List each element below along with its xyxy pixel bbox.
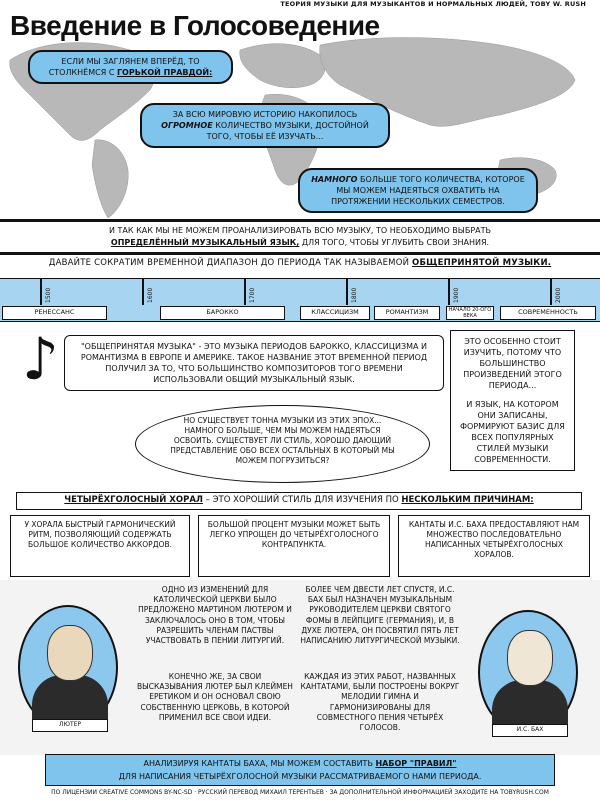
bubble-bold: ГОРЬКОЙ ПРАВДОЙ: (116, 68, 213, 77)
era-renaissance: РЕНЕССАНС (2, 306, 107, 320)
intro-line: И ТАК КАК МЫ НЕ МОЖЕМ ПРОАНАЛИЗИРОВАТЬ ВСЮ МУЗЫКУ, ТО НЕОБХОДИМО ВЫБРАТЬ (108, 226, 492, 235)
timeline-tick (448, 279, 450, 305)
bach-label: И.С. БАХ (492, 724, 568, 737)
timeline-year: 1500 (45, 287, 52, 303)
luther-history-text: ОДНО ИЗ ИЗМЕНЕНИЙ ДЛЯ КАТОЛИЧЕСКОЙ ЦЕРКВИ БЫЛО ПРЕДЛОЖЕНО МАРТИНОМ ЛЮТЕРОМ И ЗАКЛЮЧАЛОСЬ ОНО В ТОМ, ЧТОБЫ РАЗРЕШИТЬ ЧЛЕНАМ ПАСТВЫ УЧАСТВОВАТЬ В ПЕНИИ ЛИТУРГИЙ. (138, 585, 292, 646)
divider (0, 219, 600, 222)
timeline-tick (550, 279, 552, 305)
importance-text: И ЯЗЫК, НА КОТОРОМ ОНИ ЗАПИСАНЫ, ФОРМИРУЮТ БАЗИС ДЛЯ ВСЕХ ПОПУЛЯРНЫХ СТИЛЕЙ МУЗЫКИ СОВРЕМЕННОСТИ. (460, 400, 565, 464)
era-baroque: БАРОККО (160, 306, 285, 320)
bach-history-text: БОЛЕЕ ЧЕМ ДВЕСТИ ЛЕТ СПУСТЯ, И.С. БАХ БЫЛ НАЗНАЧЕН МУЗЫКАЛЬНЫМ РУКОВОДИТЕЛЕМ ЦЕРКВИ СВЯТОГО ФОМЫ В ЛЕЙПЦИГЕ (ГЕРМАНИЯ), И, В ДУХЕ ЛЮТЕРА, ОН ПОСВЯТИЛ ПЯТЬ ЛЕТ НАПИСАНИЮ ЛИТУРГИЧЕСКОЙ МУЗЫКИ. (300, 585, 460, 646)
eighth-note-icon: ♪ (22, 325, 60, 393)
reason-bach-cantatas: КАНТАТЫ И.С. БАХА ПРЕДОСТАВЛЯЮТ НАМ МНОЖЕСТВО ПОСЛЕДОВАТЕЛЬНО НАПИСАННЫХ ЧЕТЫРЁХГОЛОСНЫХ ХОРАЛОВ. (398, 515, 590, 577)
license-footer: ПО ЛИЦЕНЗИИ CREATIVE COMMONS BY-NC-SD · РУССКИЙ ПЕРЕВОД МИХАИЛ ТЕРЕНТЬЕВ · ЗА ДОПОЛНИТЕЛЬНОЙ ИНФОРМАЦИЕЙ ЗАХОДИТЕ НА TOBYRUSH.COM (51, 789, 549, 796)
reduce-text: ДАВАЙТЕ СОКРАТИМ ВРЕМЕННОЙ ДИАПАЗОН ДО ПЕРИОДА ТАК НАЗЫВАЕМОЙ (48, 258, 413, 268)
importance-text: ЭТО ОСОБЕННО СТОИТ ИЗУЧИТЬ, ПОТОМУ ЧТО БОЛЬШИНСТВО ПРОИЗВЕДЕНИЙ ЭТОГО ПЕРИОДА... (463, 337, 562, 390)
era-modern: СОВРЕМЕННОСТЬ (500, 306, 596, 320)
importance-note (450, 330, 575, 471)
speech-bubble-much-more (298, 168, 538, 213)
question-oval: НО СУЩЕСТВУЕТ ТОННА МУЗЫКИ ИЗ ЭТИХ ЭПОХ... НАМНОГО БОЛЬШЕ, ЧЕМ МЫ МОЖЕМ НАДЕЯТЬСЯ ОСВОИТЬ. СУЩЕСТВУЕТ ЛИ СТИЛЬ, ХОРОШО ДАЮЩИЙ ПРЕДСТАВЛЕНИЕ ОБО ВСЕХ ОСТАЛЬНЫХ В КОТОРЫЙ МЫ МОЖЕМ ПОГРУЗИТЬСЯ? (135, 405, 430, 483)
intro-language-text (30, 225, 570, 249)
luther-church-text: КОНЕЧНО ЖЕ, ЗА СВОИ ВЫСКАЗЫВАНИЯ ЛЮТЕР БЫЛ КЛЕЙМЕН ЕРЕТИКОМ И ОН ОСНОВАЛ СВОЮ СОБСТВЕННУЮ ЦЕРКОВЬ, В КОТОРОЙ ПРИМЕНИЛ ВСЕ СВОИ ИДЕИ. (137, 672, 293, 722)
timeline-year: 1600 (147, 287, 154, 303)
common-practice-definition: "ОБЩЕПРИНЯТАЯ МУЗЫКА" - ЭТО МУЗЫКА ПЕРИОДОВ БАРОККО, КЛАССИЦИЗМА И РОМАНТИЗМА В ЕВРОПЕ И АМЕРИКЕ. ТАКОЕ НАЗВАНИЕ ЭТОТ ВРЕМЕННОЙ ПЕРИОД ПОЛУЧИЛ ЗА ТО, ЧТО БОЛЬШИНСТВО КОМПОЗИТОРОВ ТОГО ВРЕМЕНИ ИСПОЛЬЗОВАЛИ ОБЩИЙ МУЗЫКАЛЬНЫЙ ЯЗЫК. (64, 335, 444, 391)
timeline-tick (40, 279, 42, 305)
chorale-text: – ЭТО ХОРОШИЙ СТИЛЬ ДЛЯ ИЗУЧЕНИЯ ПО (202, 495, 402, 505)
portrait-face (507, 630, 553, 686)
era-romantic: РОМАНТИЗМ (374, 306, 440, 320)
bubble-text: ЕСЛИ МЫ ЗАГЛЯНЕМ ВПЕРЁД, ТО СТОЛКНЁМСЯ С (48, 57, 200, 77)
chorale-heading (16, 492, 582, 510)
intro-bold: ОПРЕДЕЛЁННЫЙ МУЗЫКАЛЬНЫЙ ЯЗЫК, (110, 238, 300, 247)
timeline-year: 1700 (249, 287, 256, 303)
cantata-text: КАЖДАЯ ИЗ ЭТИХ РАБОТ, НАЗВАННЫХ КАНТАТАМИ, БЫЛИ ПОСТРОЕНЫ ВОКРУГ МЕЛОДИИ ГИМНА И ГАРМОНИЗИРОВАНЫ ДЛЯ СОВМЕСТНОГО ПЕНИЯ ЧЕТЫРЁХ ГОЛОСОВ. (300, 672, 460, 733)
bubble-text: БОЛЬШЕ ТОГО КОЛИЧЕСТВА, КОТОРОЕ МЫ МОЖЕМ НАДЕЯТЬСЯ ОХВАТИТЬ НА ПРОТЯЖЕНИИ НЕСКОЛЬКИХ СЕМЕСТРОВ. (331, 175, 525, 206)
portrait-face (47, 625, 93, 681)
timeline-tick (244, 279, 246, 305)
analysis-text: ДЛЯ НАПИСАНИЯ ЧЕТЫРЁХГОЛОСНОЙ МУЗЫКИ РАССМАТРИВАЕМОГО НАМИ ПЕРИОДА. (118, 772, 482, 781)
intro-line: ДЛЯ ТОГО, ЧТОБЫ УГЛУБИТЬ СВОИ ЗНАНИЯ. (299, 238, 490, 247)
analysis-bold: НАБОР "ПРАВИЛ" (375, 759, 457, 768)
era-classical: КЛАССИЦИЗМ (300, 306, 370, 320)
chorale-bold: НЕСКОЛЬКИМ ПРИЧИНАМ: (401, 495, 534, 505)
analysis-conclusion (45, 754, 555, 786)
timeline-year: 1900 (453, 287, 460, 303)
timeline-tick (142, 279, 144, 305)
bach-portrait (478, 610, 578, 735)
bubble-text: ЗА ВСЮ МИРОВУЮ ИСТОРИЮ НАКОПИЛОСЬ (172, 110, 358, 119)
reason-harmonic-rhythm: У ХОРАЛА БЫСТРЫЙ ГАРМОНИЧЕСКИЙ РИТМ, ПОЗВОЛЯЮЩИЙ СОДЕРЖАТЬ БОЛЬШОЕ КОЛИЧЕСТВО АККОРДОВ. (10, 515, 190, 577)
bubble-bold: НАМНОГО (311, 175, 358, 184)
timeline-year: 2000 (555, 287, 562, 303)
luther-portrait (18, 605, 118, 730)
page-title: Введение в Голосоведение (10, 10, 380, 41)
divider (0, 252, 600, 255)
timeline-tick (346, 279, 348, 305)
speech-bubble-truth (28, 50, 233, 84)
bubble-text: КОЛИЧЕСТВО МУЗЫКИ, ДОСТОЙНОЙ ТОГО, ЧТОБЫ ЕЁ ИЗУЧАТЬ... (206, 121, 369, 141)
timeline-intro (0, 258, 600, 268)
bubble-bold: ОГРОМНОЕ (161, 121, 213, 130)
course-subtitle: ТЕОРИЯ МУЗЫКИ ДЛЯ МУЗЫКАНТОВ И НОРМАЛЬНЫХ ЛЮДЕЙ, TOBY W. RUSH (280, 0, 586, 8)
analysis-text: АНАЛИЗИРУЯ КАНТАТЫ БАХА, МЫ МОЖЕМ СОСТАВИТЬ (143, 759, 376, 768)
era-early-20th: НАЧАЛО 20-ОГО ВЕКА (446, 306, 494, 320)
chorale-bold: ЧЕТЫРЁХГОЛОСНЫЙ ХОРАЛ (64, 495, 203, 505)
reason-counterpoint: БОЛЬШОЙ ПРОЦЕНТ МУЗЫКИ МОЖЕТ БЫТЬ ЛЕГКО УПРОЩЕН ДО ЧЕТЫРЁХГОЛОСНОГО КОНТРАПУНКТА. (198, 515, 390, 577)
speech-bubble-huge-amount (140, 103, 390, 148)
timeline-year: 1800 (351, 287, 358, 303)
luther-label: ЛЮТЕР (32, 719, 108, 732)
reduce-bold: ОБЩЕПРИНЯТОЙ МУЗЫКИ. (412, 258, 552, 268)
